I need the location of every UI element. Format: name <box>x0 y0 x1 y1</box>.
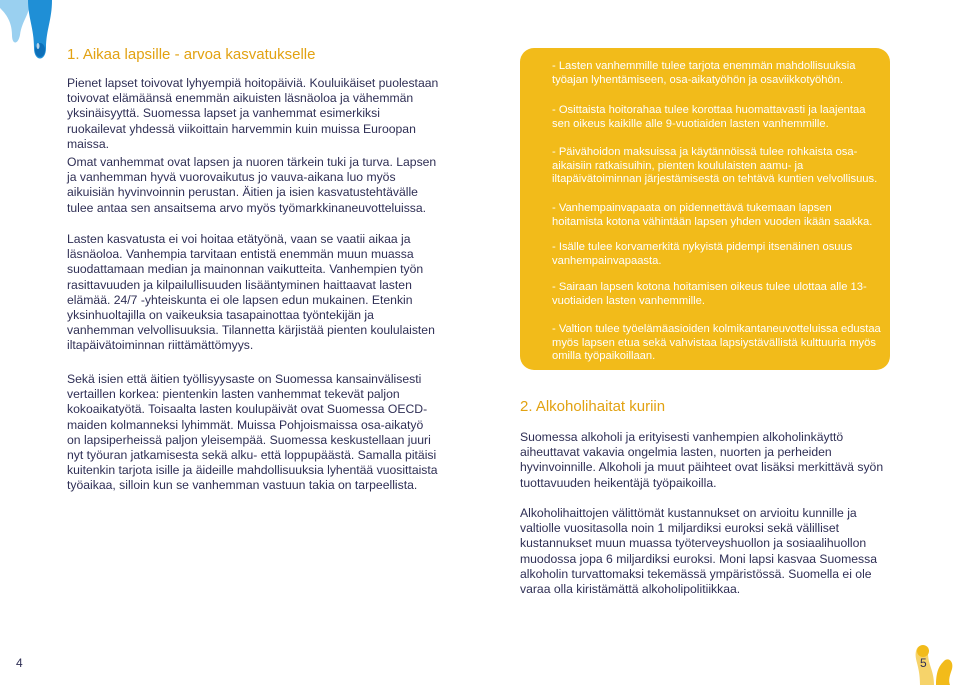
right-paragraph-2: Alkoholihaittojen välittömät kustannukset on arvioitu kunnille ja valtiolle vuositasolla noin 1 miljardiksi euroksi sekä välilliset kustannukset muun muassa työterveyshuollon ja sosiaalihuollon muodossa jopa 6 miljardiksi euroksi. Moni lapsi kasvaa Suomessa alkoholin turvattomaksi tekemässä ympäristössä. Suomella ei ole varaa olla kiristämättä alkoholipolitiikkaa. <box>520 506 877 597</box>
recommendation-item: - Sairaan lapsen kotona hoitamisen oikeus tulee ulottaa alle 13-vuotiaiden lasten vanhemmille. <box>552 281 867 307</box>
left-paragraph-4: Sekä isien että äitien työllisyysaste on Suomessa kansainvälisesti vertaillen korkea: pientenkin lasten vanhemmat tekevät paljon kokoaikatyötä. Toisaalta lasten koulupäivät ovat Suomessa OECD-maiden kolmanneksi lyhimmät. Muissa Pohjoismaissa osa-aikatyö on lapsiperheissä paljon yleisempää. Suomessa keskustellaan juuri nyt työuran jatkamisesta sekä alku- että loppupäästä. Samalla pitäisi kuitenkin tarjota isille ja äideille mahdollisuuksia lyhentää vuosittaista työaikaa, silloin kun se vanhemman vastuun takia on tarpeellista. <box>67 372 438 493</box>
recommendation-item: - Osittaista hoitorahaa tulee korottaa huomattavasti ja laajentaa sen oikeus kaikille alle 9-vuotiaiden lasten vanhemmille. <box>552 104 866 130</box>
page-number-right: 5 <box>920 656 927 670</box>
recommendation-item: - Lasten vanhemmille tulee tarjota enemmän mahdollisuuksia työajan lyhentämiseen, osa-aikatyöhön ja osaviikkotyöhön. <box>552 60 856 86</box>
left-paragraph-3: Lasten kasvatusta ei voi hoitaa etätyönä, vaan se vaatii aikaa ja läsnäoloa. Vanhempia tarvitaan entistä enemmän muun muassa suodattamaan median ja mainonnan vaikutteita. Vanhempien työn rasittavuuden ja kilpailullisuuden lisääntyminen haittaavat lasten elämää. 24/7 -yhteiskunta ei ole lapsen edun mukainen. Etenkin yksinhuoltajilla on vaikeuksia tasapainottaa työntekijän ja vanhemman velvollisuuksia. Tilannetta kärjistää pienten koululaisten iltapäivätoiminnan riittämättömyys. <box>67 232 435 353</box>
recommendation-item: - Vanhempainvapaata on pidennettävä tukemaan lapsen hoitamista kotona vähintään lapsen yhden vuoden ikään saakka. <box>552 202 873 228</box>
left-paragraph-2: Omat vanhemmat ovat lapsen ja nuoren tärkein tuki ja turva. Lapsen ja vanhemman hyvä vuorovaikutus jo vauva-aikana luo myös aikuisiän hyvinvoinnin perustan. Äitien ja isien kasvatustehtävälle tulee antaa sen ansaitsema arvo myös työmarkkinaneuvotteluissa. <box>67 155 437 215</box>
recommendation-item: - Päivähoidon maksuissa ja käytännöissä tulee rohkaista osa-aikaisiin ratkaisuihin, pienten koululaisten aamu- ja iltapäivätoiminnan järjestämisestä on tehtävä kuntien velvollisuus. <box>552 146 878 186</box>
section-heading-1: 1. Aikaa lapsille - arvoa kasvatukselle <box>67 46 316 63</box>
left-paragraph-1: Pienet lapset toivovat lyhyempiä hoitopäiviä. Kouluikäiset puolestaan toivovat elämäänsä enemmän aikuisten läsnäoloa ja vähemmän yksinäisyyttä. Suomessa lapset ja vanhemmat esimerkiksi ruokailevat yhdessä viikoittain harvemmin kuin muissa Euroopan maissa. <box>67 76 439 151</box>
recommendation-item: - Isälle tulee korvamerkitä nykyistä pidempi itsenäinen osuus vanhempainvapaasta. <box>552 241 853 267</box>
section-heading-2: 2. Alkoholihaitat kuriin <box>520 398 666 415</box>
recommendations-box <box>520 48 890 370</box>
yellow-drip-decoration <box>900 625 960 685</box>
recommendation-item: - Valtion tulee työelämäasioiden kolmikantaneuvotteluissa edustaa myös lapsen etua sekä vahvistaa lapsiystävällistä kulttuuria myös omilla työpaikoillaan. <box>552 323 881 363</box>
page-number-left: 4 <box>16 656 23 670</box>
right-paragraph-1: Suomessa alkoholi ja erityisesti vanhempien alkoholinkäyttö aiheuttavat vakavia ongelmia lasten, nuorten ja perheiden hyvinvoinnille. Alkoholi ja muut päihteet ovat lisäksi merkittävä syön tuottavuuden heikentäjä työpaikoilla. <box>520 430 884 490</box>
blue-drip-decoration <box>0 0 60 70</box>
